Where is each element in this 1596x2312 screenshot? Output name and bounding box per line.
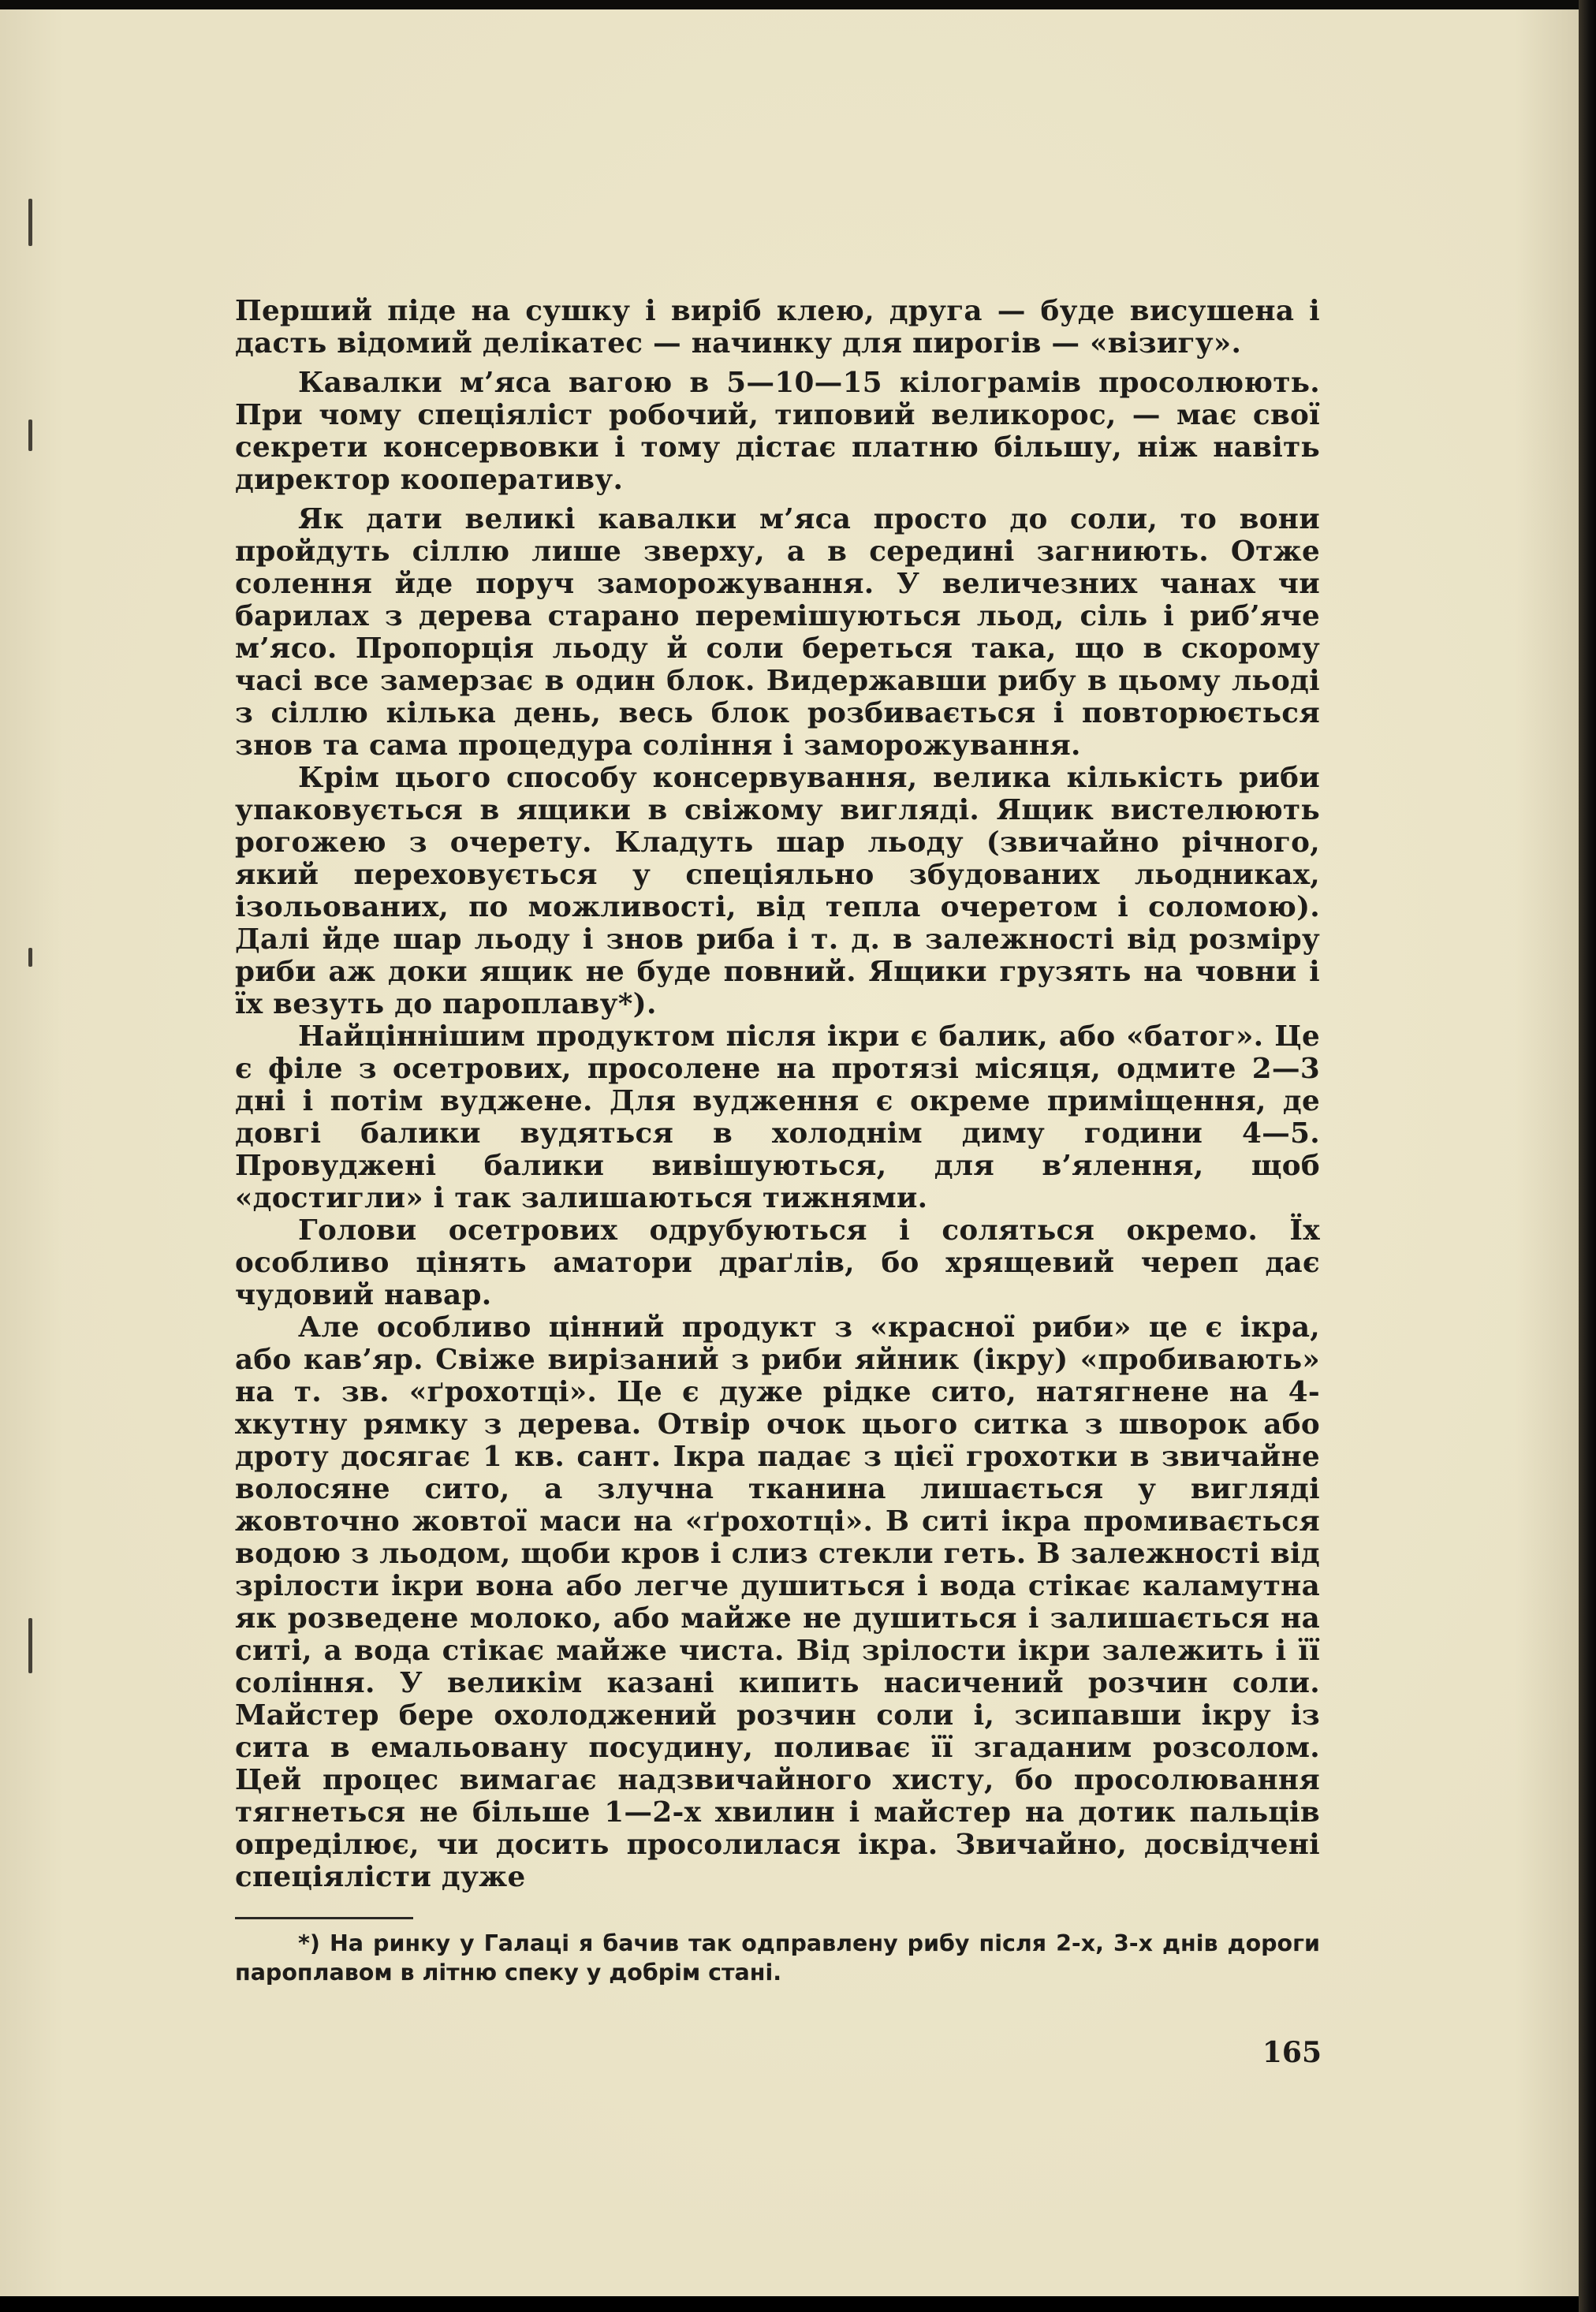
binding-mark: [28, 199, 32, 246]
paragraph: Голови осетрових одрубуються і соляться окремо. Їх особливо цінять аматори драґлів, бо хрящевий череп дає чудовий навар.: [235, 1214, 1320, 1311]
binding-mark: [28, 1618, 32, 1673]
paragraph: Перший піде на сушку і виріб клею, друга — буде висушена і дасть відомий делікатес — начинку для пирогів — «візигу».: [235, 294, 1320, 360]
footnote-divider: [235, 1917, 413, 1919]
paragraph: Але особливо цінний продукт з «красної риби» це є ікра, або кав’яр. Свіже вирізаний з риби яйник (ікру) «пробивають» на т. зв. «ґрохотці». Це є дуже рідке сито, натягнене на 4-хкутну рямку з дерева. Отвір очок цього ситка з шворок або дроту досягає 1 кв. сант. Ікра падає з цієї грохотки в звичайне волосяне сито, а злучна тканина лишається у вигляді жовточно жовтої маси на «ґрохотці». В ситі ікра промивається водою з льодом, щоби кров і слиз стекли геть. В залежності від зрілости ікри вона або легче душиться і вода стікає каламутна як розведене молоко, або майже не душиться і залишається на ситі, а вода стікає майже чиста. Від зрілости ікри залежить і її соління. У великім казані кипить насичений розчин соли. Майстер бере охолоджений розчин соли і, зсипавши ікру із сита в емальовану посудину, поливає її згаданим розсолом. Цей процес вимагає надзвичайного хисту, бо просолювання тягнеться не більше 1—2-х хвилин і майстер на дотик пальців опреділює, чи досить просолилася ікра. Звичайно, досвідчені спеціялісти дуже: [235, 1311, 1320, 1893]
binding-mark: [28, 948, 32, 967]
paragraph: Крім цього способу консервування, велика кількість риби упаковується в ящики в свіжому вигляді. Ящик вистелюють рогожею з очерету. Кладуть шар льоду (звичайно річного, який переховується у спеціяльно збудованих льодниках, ізольованих, по можливості, від тепла очеретом і соломою). Далі йде шар льоду і знов риба і т. д. в залежності від розміру риби аж доки ящик не буде повний. Ящики грузять на човни і їх везуть до пароплаву*).: [235, 761, 1320, 1020]
footnote: *) На ринку у Галаці я бачив так одправлену рибу після 2-х, 3-х днів дороги пароплавом в літню спеку у добрім стані.: [235, 1930, 1320, 1986]
body-text: [235, 295, 1320, 1893]
paragraph: Найціннішим продуктом після ікри є балик, або «батог». Це є філе з осетрових, просолене на протязі місяця, одмите 2—3 дні і потім вуджене. Для вудження є окреме приміщення, де довгі балики вудяться в холоднім диму години 4—5. Провуджені балики вивішуються, для в’ялення, щоб «достигли» і так залишаються тижнями.: [235, 1020, 1320, 1214]
paragraph: Кавалки м’яса вагою в 5—10—15 кілограмів просолюють. При чому спеціяліст робочий, типовий великорос, — має свої секрети консервовки і тому дістає платню більшу, ніж навіть директор кооперативу.: [235, 366, 1320, 496]
scan-top-border: [0, 0, 1596, 9]
page-number: 165: [1262, 2036, 1322, 2069]
paragraph: Як дати великі кавалки м’яса просто до соли, то вони пройдуть сіллю лише зверху, а в середині загниють. Отже солення йде поруч заморожування. У величезних чанах чи барилах з дерева старано перемішуються льод, сіль і риб’яче м’ясо. Пропорція льоду й соли береться така, що в скорому часі все замерзає в один блок. Видержавши рибу в цьому льоді з сіллю кілька день, весь блок розбивається і повторюється знов та сама процедура соління і заморожування.: [235, 502, 1320, 762]
binding-mark: [28, 420, 32, 451]
book-page: [0, 9, 1579, 2296]
scan-right-border: [1579, 0, 1596, 2312]
